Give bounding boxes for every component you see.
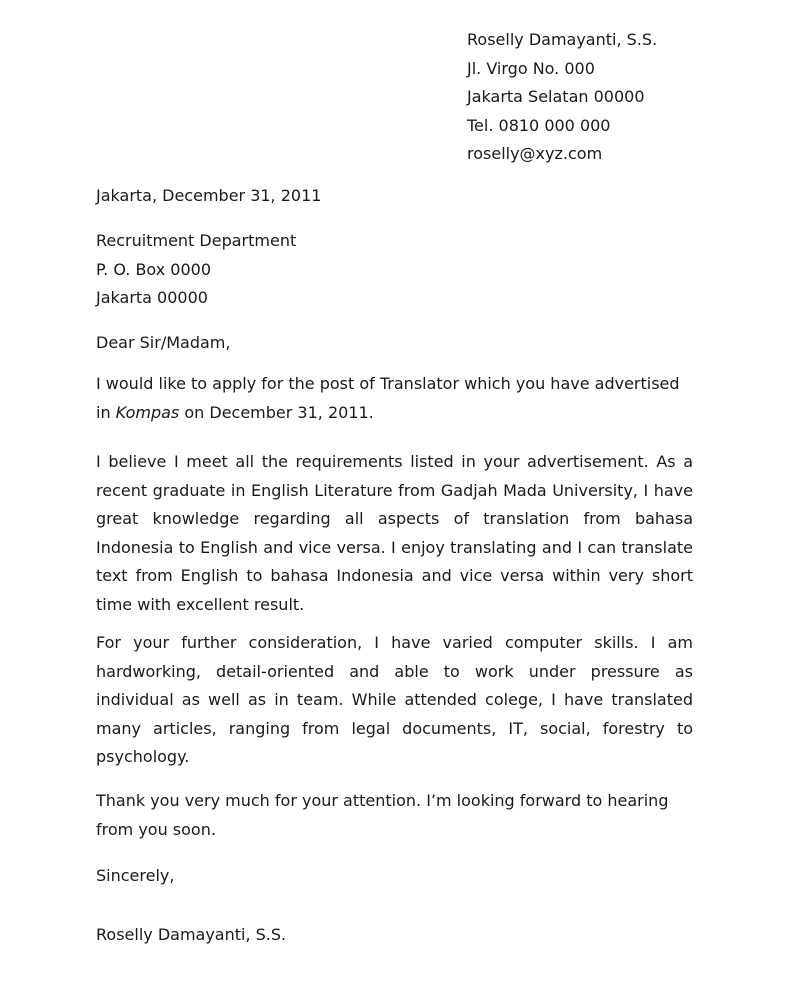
sender-street: Jl. Virgo No. 000 — [467, 58, 595, 78]
publication-name: Kompas — [115, 402, 180, 422]
recipient-city: Jakarta 00000 — [96, 288, 208, 308]
sender-phone: Tel. 0810 000 000 — [467, 115, 611, 135]
paragraph-application-text-end: on December 31, 2011. — [179, 402, 374, 422]
paragraph-thanks: Thank you very much for your attention. I’m looking forward to hearing from you soon. — [96, 791, 669, 839]
paragraph-application-text-start: I would like to apply for the post of Translator which you have advertised in — [96, 374, 680, 422]
paragraph-qualifications: I believe I meet all the requirements listed in your advertisement. As a recent graduate in English Literature from Gadjah Mada University, I have great knowledge regarding all aspects of translation from bahasa Indonesia to English and vice versa. I enjoy translating and I can translate text from English to bahasa Indonesia and vice versa within very short time with excellent result. — [96, 452, 693, 614]
recipient-address-block — [96, 227, 296, 313]
closing: Sincerely, — [96, 866, 175, 885]
sender-name: Roselly Damayanti, S.S. — [467, 30, 658, 49]
recipient-department: Recruitment Department — [96, 231, 297, 250]
sender-email: roselly@xyz.com — [467, 144, 603, 164]
salutation: Dear Sir/Madam, — [96, 333, 231, 352]
signature-name: Roselly Damayanti, S.S. — [96, 925, 287, 944]
letter-date: Jakarta, December 31, 2011 — [96, 186, 322, 205]
paragraph-skills: For your further consideration, I have varied computer skills. I am hardworking, detail-oriented and able to work under pressure as individual as well as in team. While attended colege, I have translated many articles, ranging from legal documents, IT, social, forestry to psychology. — [96, 633, 693, 767]
sender-address-block — [467, 26, 767, 169]
paragraph-application — [96, 370, 693, 427]
sender-city: Jakarta Selatan 00000 — [467, 87, 645, 107]
recipient-po-box: P. O. Box 0000 — [96, 259, 211, 279]
